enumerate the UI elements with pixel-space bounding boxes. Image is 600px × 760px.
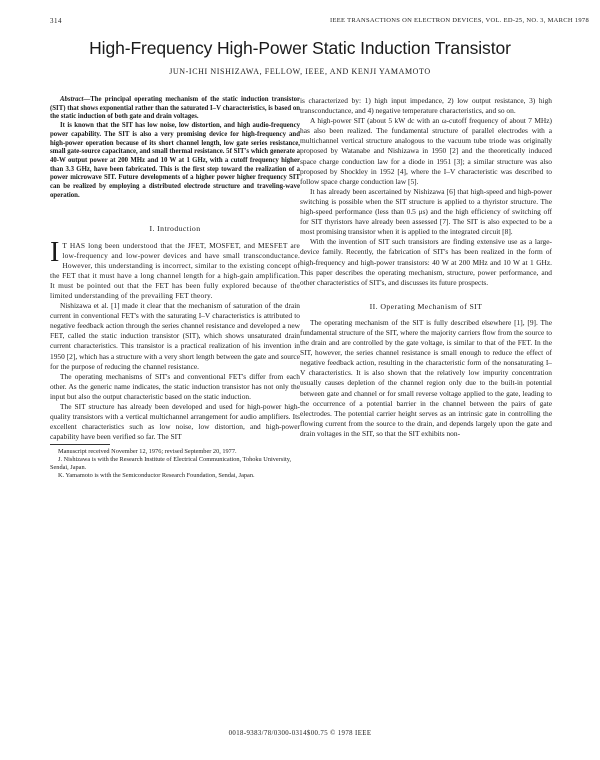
right-paragraph-1: is characterized by: 1) high input impedance, 2) low output resistance, 3) high transconductance, and 4) negative temperature characteristics, and so on. [300,96,552,116]
right-paragraph-3: It has already been ascertained by Nishizawa [6] that high-speed and high-power switching is possible when the SIT structure is applied to a thyristor structure. The high-speed performance (less than 0.5 μs) and the high efficiency of switching off for SIT thyristors have already been assessed [7]. The SIT is also expected to be a most promising transistor when it is applied to the integrated circuit [8]. [300,186,552,237]
right-paragraph-2: A high-power SIT (about 5 kW dc with an ω-cutoff frequency of about 7 MHz) has also been realized. The fundamental structure of parallel electrodes with a multichannel vertical structure analogous to the vacuum tube triode was originally proposed by Watanabe and Nishizawa in 1950 [2] and the theoretically induced space charge conduction law for a diode in 1951 [3]; a similar structure was also proposed by Shockley in 1952 [4], where the I–V characteristic was described to follow space charge conduction law [5]. [300,116,552,186]
footnote-received: Manuscript received November 12, 1976; revised September 20, 1977. [58,448,237,456]
right-paragraph-4: With the invention of SIT such transistors are finding extensive use as a large-device family. Recently, the fabrication of SIT's has been realized in the form of high-frequency and high-power transistors: 40 W at 200 MHz and 10 W at 1 GHz. This paper describes the operating mechanism, structure, power performance, and other characteristics of SIT's, and discusses its future prospects. [300,237,552,287]
abstract-paragraph-2: It is known that the SIT has low noise, low distortion, and high audio-frequency power capability. The SIT is also a very promising device for high-frequency and high-power operation because of its short channel length, low gate series resistance, small gate-source capacitance, and small thermal resistance. 5f SIT's which generate a 40-W output power at 200 MHz and 10 W at 1 GHz, with a cutoff frequency higher than 3.3 GHz, have been fabricated. This is the first step toward the realization of a power microwave SIT. Future developments of a higher power higher frequency SIT can be realized by employing a distributed electrode structure and traveling-wave operation. [50,122,300,199]
intro-paragraph-1 [50,236,300,302]
mechanism-paragraph-1: The operating mechanism of the SIT is fully described elsewhere [1], [9]. The fundamental structure of the SIT, where the majority carriers flow from the source to the drain and are controlled by the gate voltage, is similar to that of the FET. In the SIT, however, the series channel resistance is small enough to reduce the effect of negative feedback action, resulting in the characteristic form of the nonsaturating I–V characteristics. It is also shown that the relatively low impurity concentration usually causes depletion of the channel region only due to the built-in potential between gate and channel or for small reverse voltage applied to the gate, leading to the occurrence of a potential barrier in the channel between the pairs of gate electrodes. The potential carrier height serves as an intrinsic gate in controlling the flowing current from the source to the drain, and depends largely upon the gate and drain voltages in the SIT, so that the SIT exhibits non- [300,317,552,438]
intro-paragraph-4: The SIT structure has already been developed and used for high-power high-quality transistors with a vertical multichannel arrangement for audio amplifiers. Its excellent characteristics such as low noise, low distortion, and high-power capability have been verified so far. The SIT [50,402,300,442]
left-column [50,96,300,480]
author-line: JUN-ICHI NISHIZAWA, FELLOW, IEEE, AND KENJI YAMAMOTO [169,67,431,76]
abstract-label: Abstract [60,96,84,103]
footnote-author-1: J. Nishizawa is with the Research Institute of Electrical Communication, Tohoku University, Sendai, Japan. [50,456,292,472]
paper-title: High-Frequency High-Power Static Induction Transistor [89,38,511,58]
intro-paragraph-2: Nishizawa et al. [1] made it clear that the mechanism of saturation of the drain current in conventional FET's with the saturating I–V characteristics is attributed to negative feedback action through the series channel resistance and developed a new FET, called the static induction transistor (SIT), which shows unsaturated drain current characteristics. This transistor is a practical realization of his invention in 1950 [2], which has a structure with a very short length between the gate and source for the purpose of reducing the channel resistance. [50,301,300,371]
section-heading-operating-mechanism: II. Operating Mechanism of SIT [369,301,483,311]
page-number: 314 [50,17,62,25]
abstract: Abstract—The principal operating mechanism of the static induction transistor (SIT) that shows exponential rather than the saturated I–V characteristics, is based on the static induction of both gate and drain voltages. It is known that the SIT has low noise, low distortion, and high audio-frequency power capability. The SIT is also a very promising device for high-frequency and high-power operation because of its short channel length, low gate series resistance, small gate-source capacitance, and small thermal resistance. 5f SIT's which generate a 40-W output power at 200 MHz and 10 W at 1 GHz, with a cutoff frequency higher than 3.3 GHz, have been fabricated. This is the first step toward the realization of a power microwave SIT. Future developments of a higher power higher frequency SIT can be realized by employing a distributed electrode structure and traveling-wave operation. [50,96,300,199]
footnotes [50,448,300,480]
section-heading-introduction: I. Introduction [149,224,201,234]
running-header: IEEE TRANSACTIONS ON ELECTRON DEVICES, VOL. ED-25, NO. 3, MARCH 1978 [330,17,590,24]
footnote-author-2: K. Yamamoto is with the Semiconductor Research Foundation, Sendai, Japan. [58,472,255,480]
intro-paragraph-1-text: T HAS long been understood that the JFET, MOSFET, and MESFET are low-frequency and low-power devices and have small transconductance. However, this understanding is incorrect, similar to the existing concept of the FET that it must have a long channel length for a high-gain amplification. It must be pointed out that the FET has been fully explored because of the limited understanding of the prevailing FET theory. [50,240,300,300]
intro-paragraph-3: The operating mechanisms of SIT's and conventional FET's differ from each other. As the generic name indicates, the static induction transistor has not only the input but also the output characteristic based on the static induction. [50,371,300,401]
footnote-divider [50,444,110,445]
copyright-footer: 0018-9383/78/0300-0314$00.75 © 1978 IEEE [228,730,372,737]
right-column [300,96,552,439]
abstract-paragraph-1: The principal operating mechanism of the static induction transistor (SIT) that shows exponential rather than the saturated I–V characteristics, is based on the static induction of both gate and drain voltages. [50,96,300,121]
drop-cap: I [50,236,60,268]
